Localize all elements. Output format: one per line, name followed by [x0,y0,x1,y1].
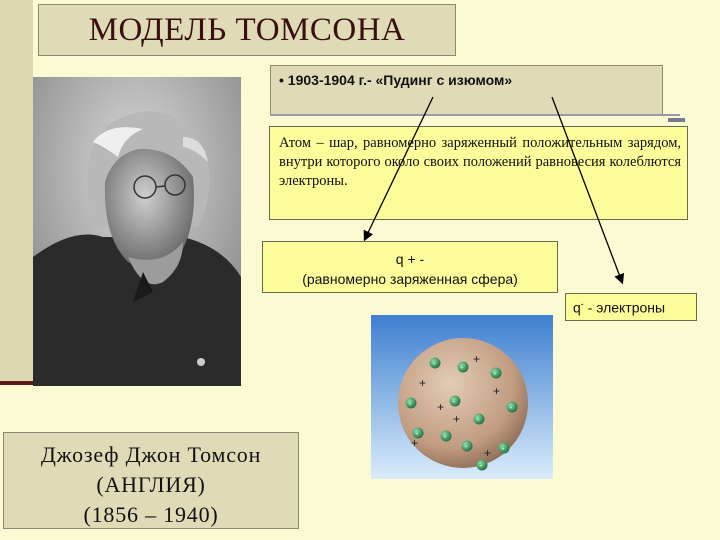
positive-charge-label: q + - [395,251,425,267]
electron-sign: - [415,429,419,438]
definition-box: Атом – шар, равномерно заряженный положительным зарядом, внутри которого около своих положений равновесия колеблются электроны. [269,126,688,220]
electron-sign: - [479,461,483,470]
slide-title: МОДЕЛЬ ТОМСОНА [38,4,456,56]
proton-sign: + [484,446,492,460]
proton-sign: + [493,384,501,398]
electron-sign: - [501,444,505,453]
electron-sign: - [408,399,412,408]
arrow-to-sphere [365,97,433,239]
proton-sign: + [411,436,419,450]
arrow-to-electrons [552,97,622,282]
scientist-country: (АНГЛИЯ) [96,472,206,497]
electron-sign: - [509,403,513,412]
scientist-name: Джозеф Джон Томсон [40,442,262,467]
positive-charge-desc: (равномерно заряженная сфера) [302,271,518,287]
electron-label: - электроны [583,299,666,316]
electron-sign: - [493,369,497,378]
electron-sign: - [476,415,480,424]
proton-sign: + [453,412,461,426]
scientist-years: (1856 – 1940) [83,502,219,527]
electron-sign: - [464,442,468,451]
model-heading-text: 1903-1904 г.- «Пудинг с изюмом» [287,72,513,88]
proton-sign: + [419,376,427,390]
proton-sign: + [437,400,445,414]
electron-sign: - [432,359,436,368]
electron-sign: - [443,432,447,441]
electron-sign: - [452,397,456,406]
electron-sup: - [580,299,584,309]
proton-sign: + [473,352,481,366]
electron-sign: - [460,363,464,372]
electron-q: q [573,299,581,316]
bullet-icon: • [279,72,284,88]
